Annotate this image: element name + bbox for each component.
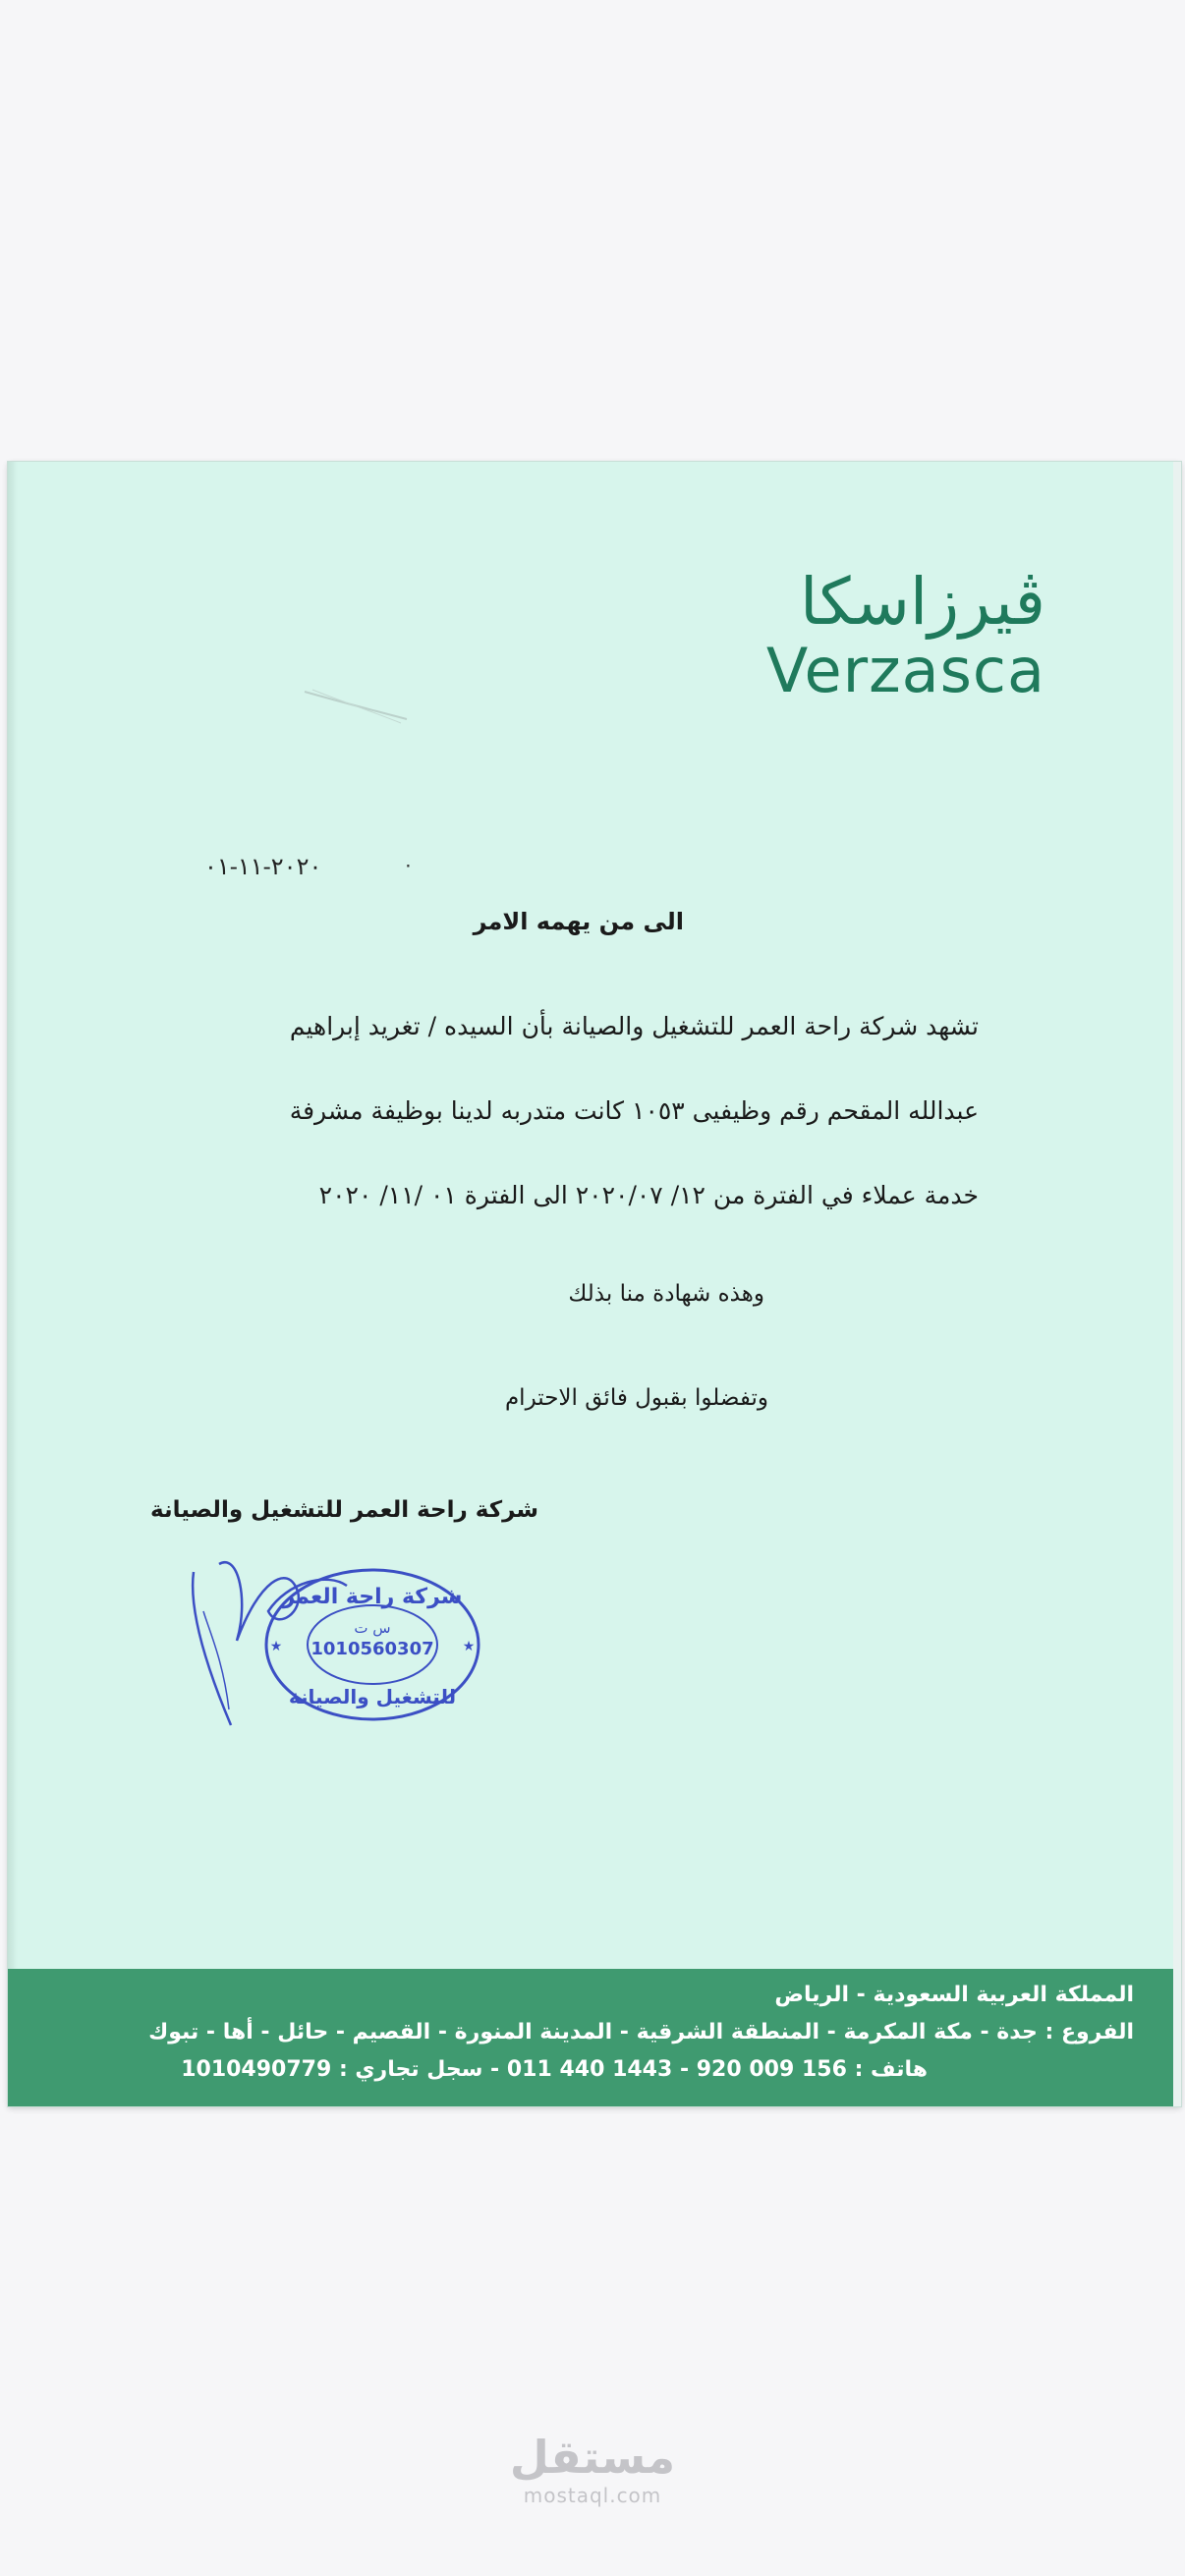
scan-smudge [303, 686, 411, 725]
paper-edge-shadow [8, 462, 18, 2106]
stamp-star-left: ★ [269, 1639, 283, 1654]
body-line-1: تشهد شركة راحة العمر للتشغيل والصيانة بأن السيده / تغريد إبراهيم [289, 1012, 979, 1040]
footer-contact: هاتف : 156 009 920 - 1443 440 011 - سجل تجاري : 1010490779 [181, 2057, 928, 2082]
mostaql-watermark [0, 2431, 1185, 2507]
date-mark: ٠ [403, 853, 414, 876]
company-signature-line: شركة راحة العمر للتشغيل والصيانة [150, 1497, 538, 1523]
closing-testimony: وهذه شهادة منا بذلك [568, 1281, 764, 1307]
letter-heading: الى من يهمه الامر [473, 908, 684, 935]
stamp-registration-number: 1010560307 [310, 1639, 434, 1659]
company-stamp-and-signature [180, 1542, 494, 1749]
watermark-english: mostaql.com [523, 2484, 662, 2507]
verzasca-logo [761, 564, 1045, 707]
letter-date: ٢٠٢٠-١١-٠١ [204, 853, 322, 880]
stamp-top-text: شركة راحة العمر [282, 1585, 463, 1609]
letterhead-footer [8, 1969, 1173, 2106]
footer-country-city: المملكة العربية السعودية - الرياض [774, 1983, 1134, 2007]
stamp-bottom-text: للتشغيل والصيانة [288, 1685, 457, 1708]
watermark-arabic: مستقل [509, 2431, 676, 2484]
closing-regards: وتفضلوا بقبول فائق الاحترام [504, 1385, 768, 1411]
scanned-letter [8, 462, 1181, 2106]
body-line-2: عبدالله المقحم رقم وظيفيى ١٠٥٣ كانت متدربه لدينا بوظيفة مشرفة [289, 1096, 979, 1125]
footer-branches: الفروع : جدة - مكة المكرمة - المنطقة الشرقية - المدينة المنورة - القصيم - حائل - أها - تبوك [148, 2020, 1134, 2044]
body-line-3: خدمة عملاء في الفترة من ١٢/ ٢٠٢٠/٠٧ الى الفترة ٠١ /١١/ ٢٠٢٠ [318, 1181, 979, 1209]
stamp-star-right: ★ [462, 1639, 476, 1654]
logo-english-text: Verzasca [765, 635, 1045, 706]
stamp-registration-label: س ت [354, 1619, 391, 1637]
logo-arabic-text: ڤيرزاسكا [800, 564, 1045, 640]
